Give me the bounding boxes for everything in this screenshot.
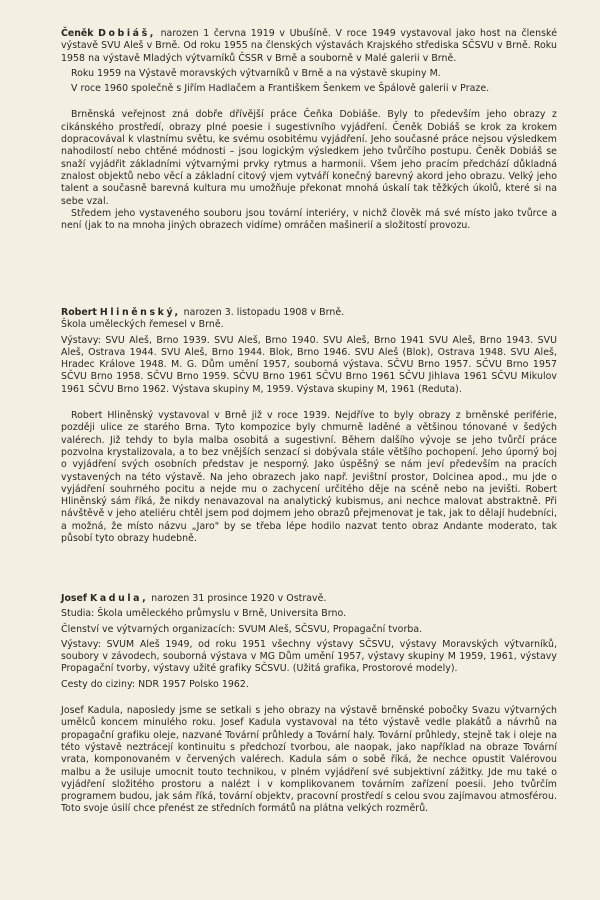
artist-bio xyxy=(61,593,557,605)
artist-fact: Studia: Škola uměleckého průmyslu v Brně, Universita Brno. xyxy=(61,608,347,620)
artist-section-dobias xyxy=(61,28,557,232)
essay-paragraph: Robert Hliněnský vystavoval v Brně již v roce 1939. Nejdříve to byly obrazy z brněnské periférie, později ulice ze starého Brna. Tyto kompozice byly chmurně laděné a většinou tónované v šedých valérech. Již tehdy to byla malba osobitá a sugestivní. Během dalšího vývoje se jeho tvůrčí práce pozvolna krystalizovala, a to bez vnějších senzací si dobývala stále většího pochopení. Jeho úporný boj o vyjádření svých osobních představ je nesporný. Jako úspěšný se nám jeví především na pracích vystavených na této výstavě. Na jeho obrazech jako např. Jevištní prostor, Dolcinea apod., mu jde o vyjádření souhrného pocitu a nejde mu o zachycení určitého děje na scéně nebo na jevišti. Robert Hliněnský sám říká, že nikdy nenavazoval na analytický kubismus, ani nechce malovat abstraktně. Při návštěvě v jeho ateliéru chtěl jsem pod dojmem jeho obrazů přejmenovat je tak, jak to dělají hudebníci, a možná, že místo názvu „Jaro" by se třeba lépe hodilo nazvat tento obraz Andante moderato, tak působí tyto obrazy hudebně. xyxy=(61,410,557,545)
artist-section-hlinensky xyxy=(61,307,557,545)
artist-fact: Roku 1959 na Výstavě moravských výtvarníků v Brně a na výstavě skupiny M. xyxy=(71,67,441,79)
artist-bio xyxy=(61,307,557,319)
artist-bio xyxy=(61,28,557,65)
essay-paragraph: Josef Kadula, naposledy jsme se setkali s jeho obrazy na výstavě brněnské pobočky Svazu výtvarných umělců koncem minulého roku. Josef Kadula vystavoval na této výstavě vedle plakátů a návrhů na propagační grafiku oleje, nazvané Tovární průhledy a Tovární haly. Tovární průhledy, stejně tak i oleje na této výstavě neztrácejí kontinuitu s předchozí tvorbou, ale naopak, jako například na obraze Tovární vrata, komponovaném v červených valérech. Kadula sám o sobě říká, že nechce opustit Valérovou malbu a že usiluje umocnit touto technikou, v plném vyjádření své subjektivní zážitky. Jde mu také o vyjádření složitého prostoru a nalézt i v komplikovanem továrním zařízení poesii. Jeho tvůrčím programem budou, jak sám říká, tovární objektv, pracovní prostředí s celou svou zajímavou atmosférou. Toto svoje úsilí chce přenést ze středních formátů na plátna velkých rozměrů. xyxy=(61,705,557,815)
artist-surname: Kadula, xyxy=(89,593,149,604)
artist-bio-text: narozen 31 prosince 1920 v Ostravě. xyxy=(151,593,327,604)
artist-first-name: Čeněk xyxy=(61,28,94,39)
artist-first-name: Josef xyxy=(61,593,87,604)
artist-fact: Výstavy: SVU Aleš, Brno 1939. SVU Aleš, Brno 1940. SVU Aleš, Brno 1941 SVU Aleš, Brno 1943. SVU Aleš, Ostrava 1944. SVU Aleš, Brno 1944. Blok, Brno 1946. SVU Aleš (Blok), Ostrava 1948. SVU Aleš, Hradec Králove 1948. M. G. Dům umění 1957, souborná výstava. SČVU Brno 1957. SČVU Brno 1957 SČVU Brno 1958. SČVU Brno 1959. SČVU Brno 1961 SČVU Brno 1961 SČVU Jihlava 1961 SČVU Mikulov 1961 SČVU Brno 1962. Výstava skupiny M, 1959. Výstava skupiny M, 1961 (Reduta). xyxy=(61,334,557,395)
essay-paragraph: Brněnská veřejnost zná dobře dřívější práce Čeňka Dobiáše. Byly to především jeho obrazy z cikánského prostředí, obrazy plné poesie i sugestivního vyjádření. Čeněk Dobiáš se krok za krokem dopracovával k vlastnímu světu, ke svému osobitému vyjádření. Jeho současné práce nejsou výsledkem nahodilostí nebo chtěné módnosti – jsou logickým výsledkem jeho tvůrčího postupu. Čeněk Dobiáš se snaží vyjádřit základními výtvarnými prvky rytmus a harmonii. Všem jeho pracím předchází důkladná znalost objektů nebo věcí a základní citový vjem vytváří konečný barevný akord jeho obrazu. Velký jeho talent a současně barevná kultura mu umožňuje překonat mnohá úskalí tak těžkých úkolů, které si na sebe vzal. xyxy=(61,109,557,207)
artist-fact: Výstavy: SVUM Aleš 1949, od roku 1951 všechny výstavy SČSVU, výstavy Moravských výtvarníků, soubory v závodech, souborná výstava v MG Dům umění 1957, výstavy skupiny M 1959, 1961, výstavy Propagační tvorby, výstavy užité grafiky SČSVU. (Užitá grafika, Prostorové modely). xyxy=(61,638,557,675)
artist-surname: Hliněnský, xyxy=(99,307,181,318)
artist-first-name: Robert xyxy=(61,307,97,318)
artist-fact: Členství ve výtvarných organizacích: SVUM Aleš, SČSVU, Propagační tvorba. xyxy=(61,623,423,635)
artist-section-kadula xyxy=(61,593,557,816)
artist-surname: Dobiáš, xyxy=(98,28,156,39)
artist-fact: Cesty do ciziny: NDR 1957 Polsko 1962. xyxy=(61,678,249,690)
essay-paragraph: Středem jeho vystaveného souboru jsou tovární interiéry, v nichž člověk má své místo jako tvůrce a není (jak to na mnoha jiných obrazech vidíme) omráčen mašinerií a složitostí provozu. xyxy=(61,207,557,232)
artist-bio-text: narozen 1 června 1919 v Ubušíně. V roce 1949 vystavoval jako host na členské výstavě SVU Aleš v Brně. Od roku 1955 na členských výstavách Krajského střediska SČSVU v Brně. Roku 1958 na výstavě Mladých výtvarníků ČSSR v Brně a souborně v Malé galerii v Brně. xyxy=(61,28,558,64)
artist-fact: Škola uměleckých řemesel v Brně. xyxy=(61,319,224,331)
artist-fact: V roce 1960 společně s Jiřím Hadlačem a Františkem Šenkem ve Špálově galerii v Praze. xyxy=(71,83,490,95)
artist-bio-text: narozen 3. listopadu 1908 v Brně. xyxy=(183,307,345,318)
